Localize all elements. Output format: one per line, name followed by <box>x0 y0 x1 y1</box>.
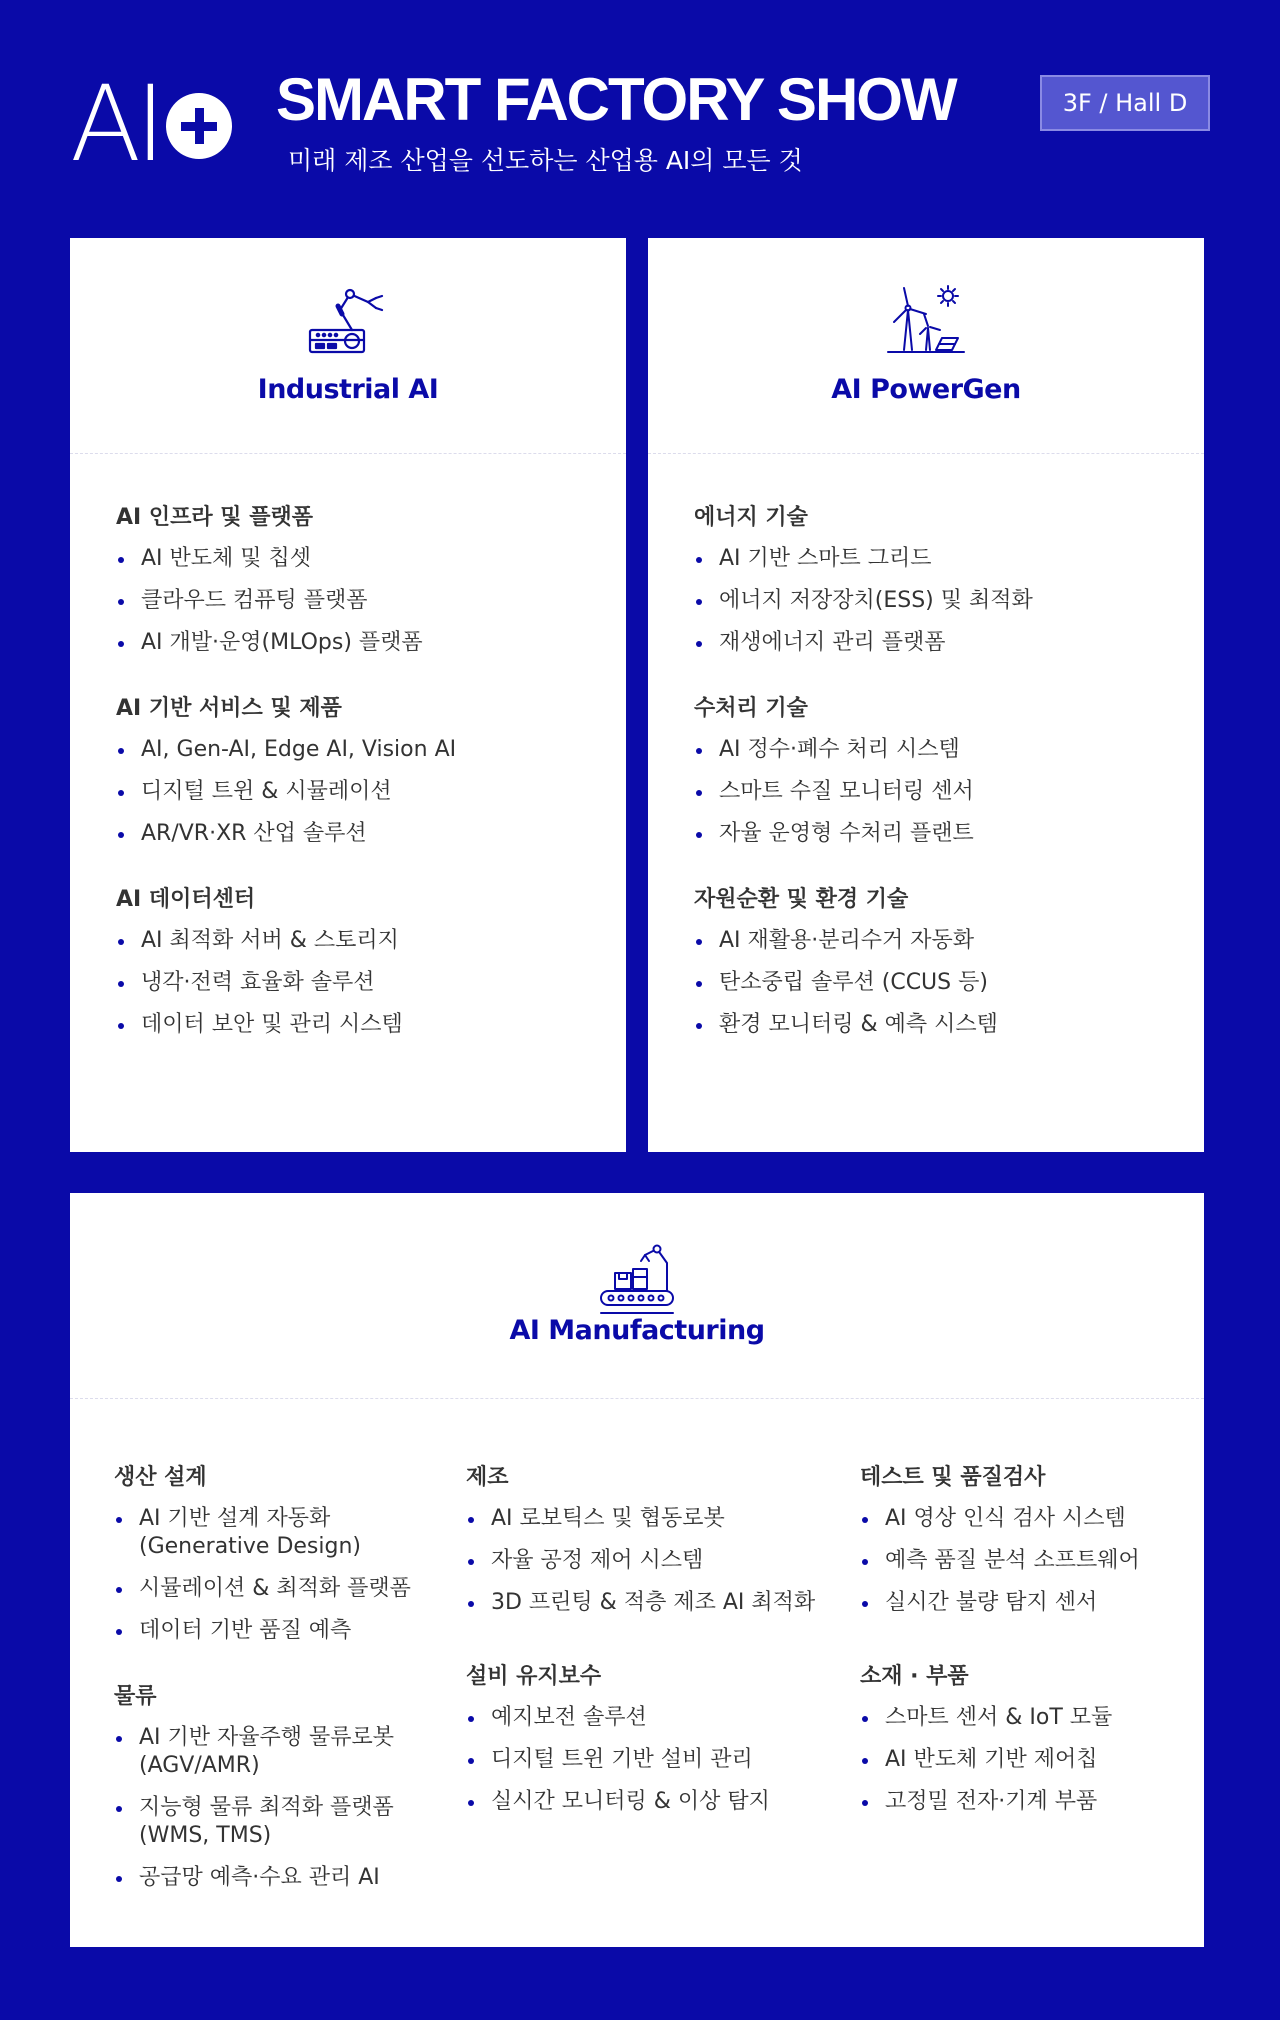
section <box>116 691 586 848</box>
card-header <box>648 238 1204 454</box>
section <box>860 1460 1170 1617</box>
section-title: 설비 유지보수 <box>466 1664 602 1689</box>
item-list <box>860 1505 1170 1617</box>
list-item: 예측 품질 분석 소프트웨어 <box>860 1547 1170 1575</box>
card-ai-manufacturing <box>70 1193 1204 1947</box>
list-item: 디지털 트윈 기반 설비 관리 <box>466 1746 822 1774</box>
section <box>694 691 1164 848</box>
list-item: 클라우드 컴퓨팅 플랫폼 <box>116 587 586 615</box>
list-item: AI 개발·운영(MLOps) 플랫폼 <box>116 629 586 657</box>
section-title: 테스트 및 품질검사 <box>860 1465 1046 1490</box>
list-item: AI 재활용·분리수거 자동화 <box>694 927 1164 955</box>
item-list <box>114 1724 436 1892</box>
list-item: AR/VR·XR 산업 솔루션 <box>116 820 586 848</box>
item-list <box>860 1704 1170 1816</box>
list-item: 3D 프린팅 & 적층 제조 AI 최적화 <box>466 1589 822 1617</box>
list-item: 재생에너지 관리 플랫폼 <box>694 629 1164 657</box>
list-item: 환경 모니터링 & 예측 시스템 <box>694 1011 1164 1039</box>
list-item: AI 정수·폐수 처리 시스템 <box>694 736 1164 764</box>
list-item: 자율 공정 제어 시스템 <box>466 1547 822 1575</box>
section <box>114 1460 436 1645</box>
section-title: 물류 <box>114 1684 157 1709</box>
card-ai-powergen <box>648 238 1204 1152</box>
list-item: AI 기반 스마트 그리드 <box>694 545 1164 573</box>
section-title: AI 기반 서비스 및 제품 <box>116 696 342 721</box>
section-title: 소재 · 부품 <box>860 1664 969 1689</box>
section <box>860 1659 1170 1816</box>
list-item: 스마트 센서 & IoT 모듈 <box>860 1704 1170 1732</box>
plus-icon <box>166 93 232 159</box>
list-item: AI 최적화 서버 & 스토리지 <box>116 927 586 955</box>
location-badge: 3F / Hall D <box>1040 75 1210 131</box>
list-item: 시뮬레이션 & 최적화 플랫폼 <box>114 1575 436 1603</box>
section <box>466 1659 822 1816</box>
list-item: AI 반도체 및 칩셋 <box>116 545 586 573</box>
section-title: 수처리 기술 <box>694 696 808 721</box>
item-list <box>114 1505 436 1645</box>
show-subtitle: 미래 제조 산업을 선도하는 산업용 AI의 모든 것 <box>288 146 803 175</box>
item-list <box>694 927 1164 1039</box>
logo-text: AI <box>70 63 160 185</box>
card-header <box>70 1193 1204 1399</box>
item-list <box>466 1704 822 1816</box>
list-item: 공급망 예측·수요 관리 AI <box>114 1864 436 1892</box>
list-item: 자율 운영형 수처리 플랜트 <box>694 820 1164 848</box>
list-item: AI 기반 설계 자동화 (Generative Design) <box>114 1505 436 1561</box>
list-item: 예지보전 솔루션 <box>466 1704 822 1732</box>
robot-arm-icon <box>306 284 390 358</box>
list-item: 냉각·전력 효율화 솔루션 <box>116 969 586 997</box>
section <box>114 1679 436 1892</box>
list-item: 에너지 저장장치(ESS) 및 최적화 <box>694 587 1164 615</box>
list-item: AI 영상 인식 검사 시스템 <box>860 1505 1170 1533</box>
card-content <box>116 500 586 1073</box>
section-title: AI 인프라 및 플랫폼 <box>116 505 313 530</box>
header <box>70 64 1210 184</box>
conveyor-robot-icon <box>595 1241 679 1315</box>
content-column-3 <box>860 1460 1170 1850</box>
list-item: 스마트 수질 모니터링 센서 <box>694 778 1164 806</box>
show-logo <box>70 63 232 185</box>
card-title: Industrial AI <box>257 374 439 405</box>
list-item: AI, Gen-AI, Edge AI, Vision AI <box>116 736 586 764</box>
section <box>116 882 586 1039</box>
card-content <box>694 500 1164 1073</box>
section-title: AI 데이터센터 <box>116 887 256 912</box>
section <box>694 500 1164 657</box>
list-item: 고정밀 전자·기계 부품 <box>860 1788 1170 1816</box>
item-list <box>694 545 1164 657</box>
card-title: AI Manufacturing <box>509 1315 765 1346</box>
card-header <box>70 238 626 454</box>
list-item: 데이터 보안 및 관리 시스템 <box>116 1011 586 1039</box>
section <box>116 500 586 657</box>
item-list <box>116 736 586 848</box>
card-industrial-ai <box>70 238 626 1152</box>
section-title: 자원순환 및 환경 기술 <box>694 887 909 912</box>
section-title: 제조 <box>466 1465 509 1490</box>
list-item: AI 로보틱스 및 협동로봇 <box>466 1505 822 1533</box>
card-title: AI PowerGen <box>831 374 1021 405</box>
item-list <box>466 1505 822 1617</box>
item-list <box>116 545 586 657</box>
section <box>694 882 1164 1039</box>
list-item: 지능형 물류 최적화 플랫폼 (WMS, TMS) <box>114 1794 436 1850</box>
section-title: 생산 설계 <box>114 1465 207 1490</box>
list-item: 실시간 모니터링 & 이상 탐지 <box>466 1788 822 1816</box>
section-title: 에너지 기술 <box>694 505 808 530</box>
content-column-2 <box>466 1460 822 1850</box>
list-item: 데이터 기반 품질 예측 <box>114 1617 436 1645</box>
item-list <box>694 736 1164 848</box>
list-item: AI 반도체 기반 제어칩 <box>860 1746 1170 1774</box>
content-column-1 <box>114 1460 436 1926</box>
list-item: 디지털 트윈 & 시뮬레이션 <box>116 778 586 806</box>
wind-solar-power-icon <box>884 284 968 358</box>
item-list <box>116 927 586 1039</box>
list-item: 탄소중립 솔루션 (CCUS 등) <box>694 969 1164 997</box>
list-item: AI 기반 자율주행 물류로봇 (AGV/AMR) <box>114 1724 436 1780</box>
list-item: 실시간 불량 탐지 센서 <box>860 1589 1170 1617</box>
section <box>466 1460 822 1617</box>
show-title: SMART FACTORY SHOW <box>276 66 956 133</box>
